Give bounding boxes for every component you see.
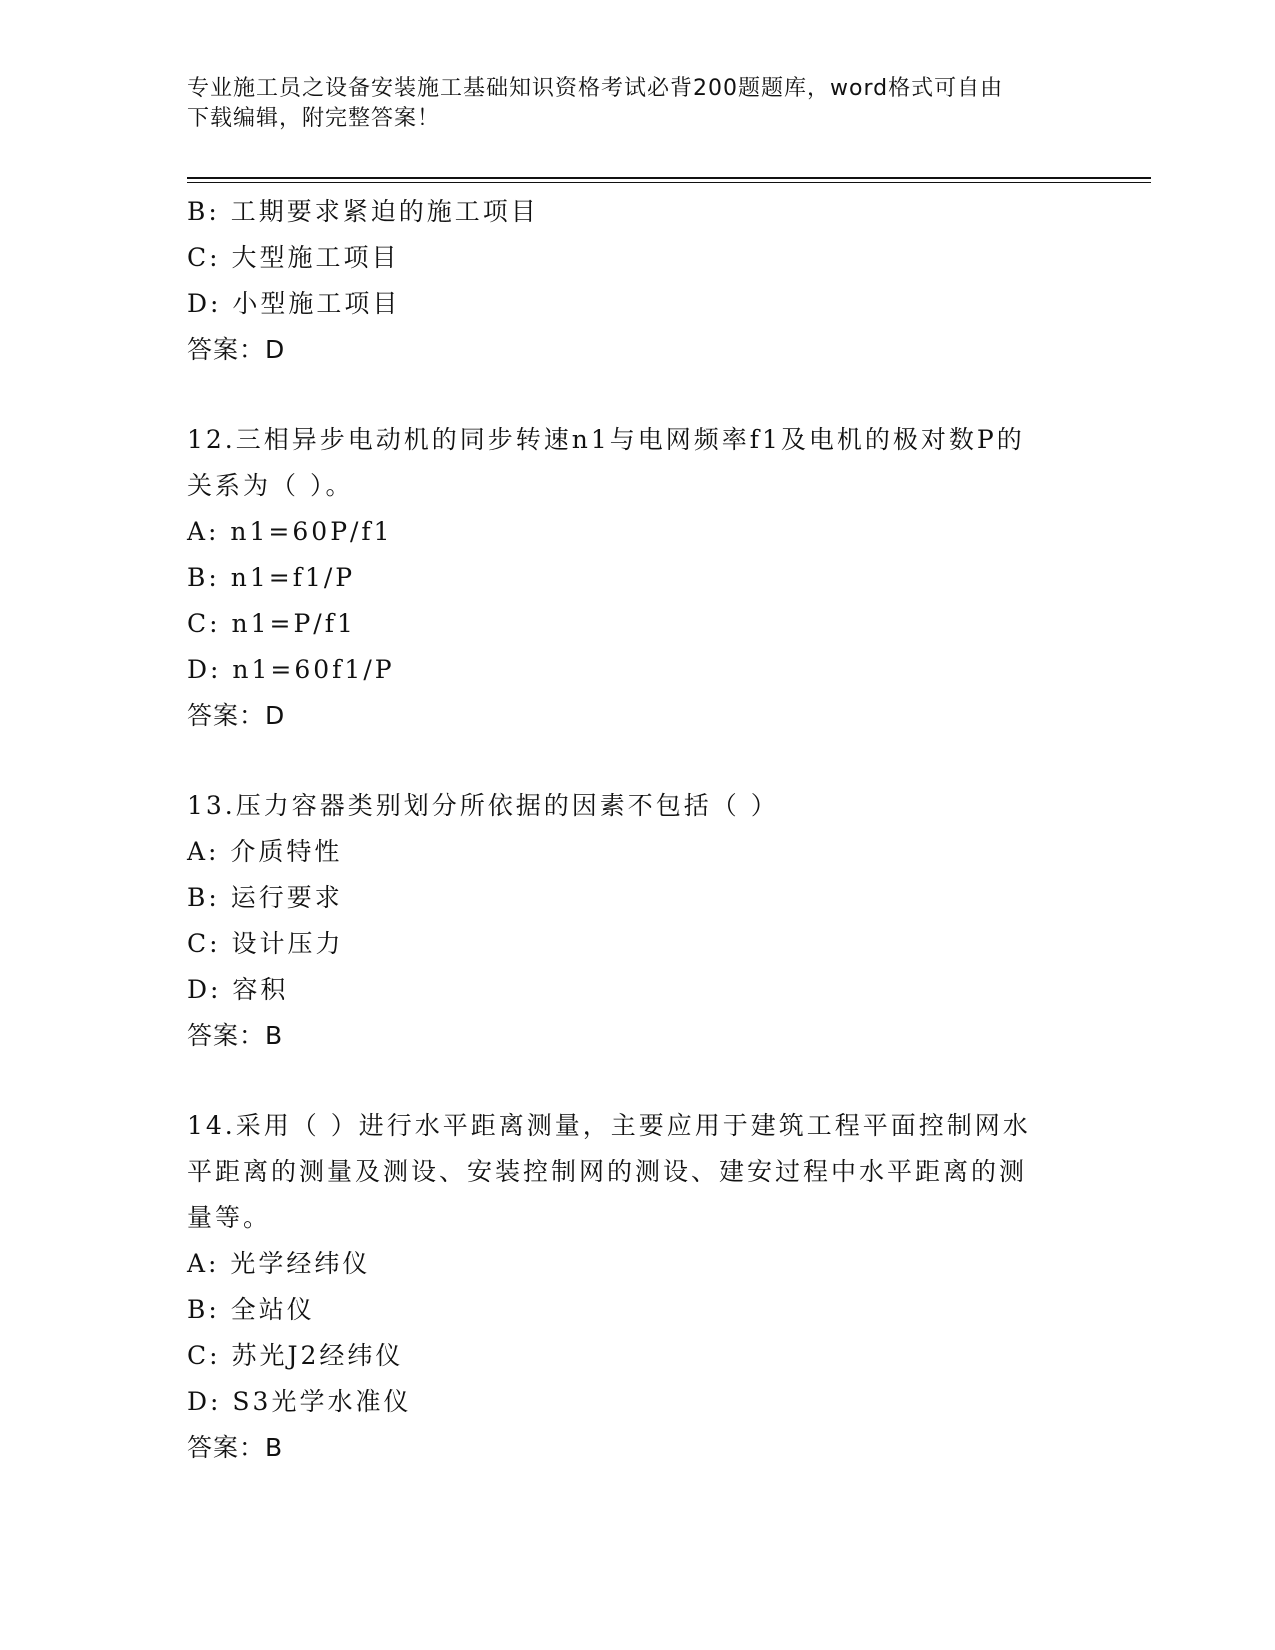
question-stem-line: 12.三相异步电动机的同步转速n1与电网频率f1及电机的极对数P的 bbox=[187, 425, 1025, 454]
question-stem-line: 14.采用（ ）进行水平距离测量，主要应用于建筑工程平面控制网水 bbox=[187, 1111, 1031, 1140]
question-spacer bbox=[187, 1059, 1077, 1103]
option-d: D: 小型施工项目 bbox=[187, 289, 401, 318]
option-d: D: 容积 bbox=[187, 975, 289, 1004]
question-13-block bbox=[187, 783, 1077, 1059]
question-stem-line: 平距离的测量及测设、安装控制网的测设、建安过程中水平距离的测 bbox=[187, 1157, 1028, 1186]
option-a: A: n1=60P/f1 bbox=[187, 517, 393, 546]
answer-label: 答案：D bbox=[187, 335, 286, 364]
option-d: D: n1=60f1/P bbox=[187, 655, 395, 684]
question-14-block bbox=[187, 1103, 1077, 1471]
document-header bbox=[187, 74, 1087, 134]
question-spacer bbox=[187, 373, 1077, 417]
question-spacer bbox=[187, 739, 1077, 783]
option-b: B: 全站仪 bbox=[187, 1295, 315, 1324]
question-stem-line: 关系为（ ）。 bbox=[187, 471, 354, 500]
answer-label: 答案：B bbox=[187, 1433, 284, 1462]
option-a: A: 光学经纬仪 bbox=[187, 1249, 371, 1278]
option-c: C: n1=P/f1 bbox=[187, 609, 356, 638]
option-a: A: 介质特性 bbox=[187, 837, 343, 866]
header-title-line-2: 下载编辑，附完整答案！ bbox=[187, 106, 441, 131]
option-b: B: 运行要求 bbox=[187, 883, 343, 912]
header-title-line-1: 专业施工员之设备安装施工基础知识资格考试必背200题题库，word格式可自由 bbox=[187, 76, 1004, 101]
option-b: B: n1=f1/P bbox=[187, 563, 356, 592]
option-c: C: 设计压力 bbox=[187, 929, 344, 958]
option-b: B: 工期要求紧迫的施工项目 bbox=[187, 197, 539, 226]
option-c: C: 大型施工项目 bbox=[187, 243, 400, 272]
question-stem-line: 量等。 bbox=[187, 1203, 272, 1232]
header-divider-thick bbox=[187, 177, 1151, 179]
answer-label: 答案：D bbox=[187, 701, 286, 730]
option-c: C: 苏光J2经纬仪 bbox=[187, 1341, 404, 1370]
question-11-block bbox=[187, 189, 1077, 373]
header-divider-thin bbox=[187, 182, 1151, 183]
option-d: D: S3光学水准仪 bbox=[187, 1387, 412, 1416]
document-body bbox=[187, 189, 1077, 1471]
question-12-block bbox=[187, 417, 1077, 739]
question-stem-line: 13.压力容器类别划分所依据的因素不包括（ ） bbox=[187, 791, 779, 820]
answer-label: 答案：B bbox=[187, 1021, 284, 1050]
